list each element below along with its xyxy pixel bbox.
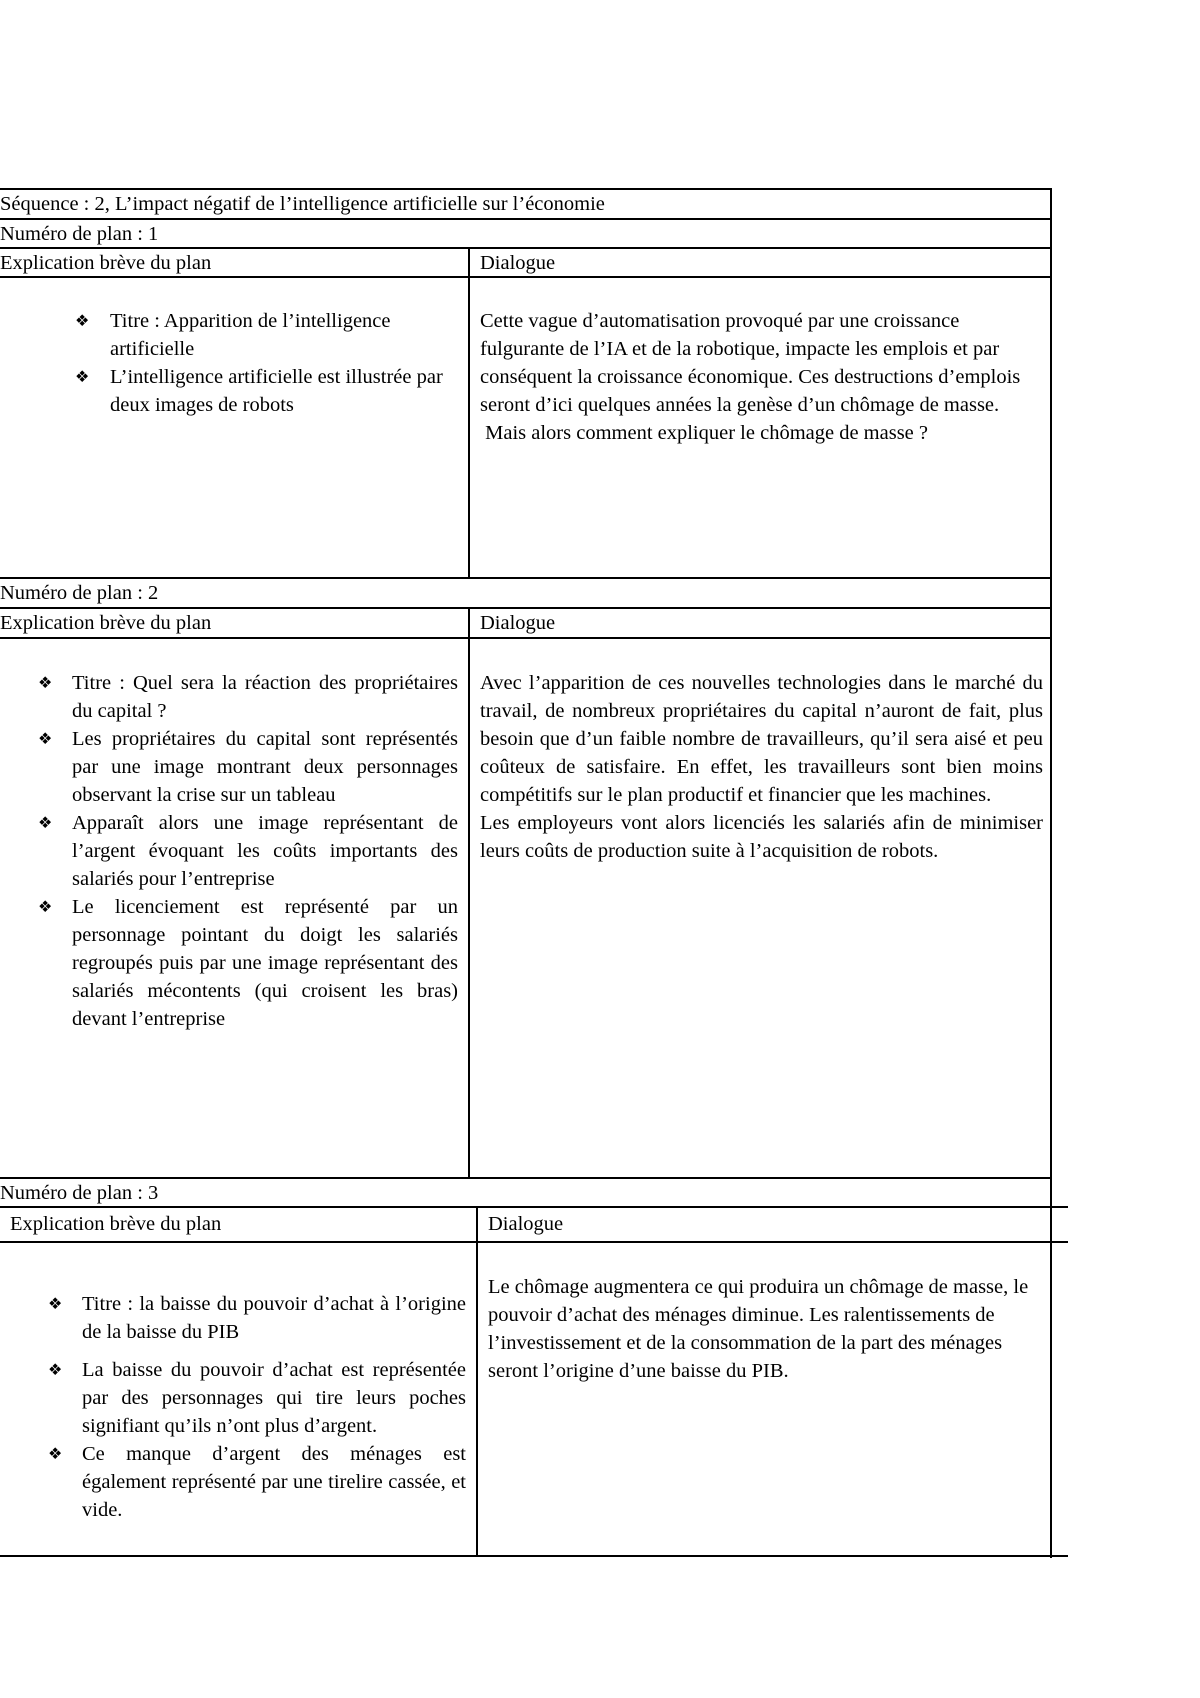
dialogue-paragraph: Avec l’apparition de ces nouvelles technologies dans le marché du travail, de nombreux propriétaires du capital n’auront de fait, plus besoin que d’un faible nombre de travailleurs, qu’il sera aisé et peu coûteux de satisfaire. En effet, les travailleurs sont bien moins compétitifs sur le plan productif et financier que les machines.: [480, 672, 1043, 806]
col-header-explication: Explication brève du plan: [0, 612, 212, 634]
list-item: [38, 669, 458, 725]
bullet-text: L’intelligence artificielle est illustrée par deux images de robots: [110, 366, 443, 416]
dialogue-paragraph: Le chômage augmentera ce qui produira un chômage de masse, le pouvoir d’achat des ménages diminue. Les ralentissements de l’investissement et de la consommation de la part des ménages seront l’origine d’une baisse du PIB.: [488, 1276, 1029, 1382]
table-border-right: [1050, 188, 1052, 1558]
col-header-dialogue: Dialogue: [480, 612, 556, 634]
col-header-dialogue: Dialogue: [488, 1213, 564, 1235]
rule: [0, 1206, 1068, 1208]
col-header-dialogue: Dialogue: [480, 252, 556, 274]
diamond-bullet-icon: ❖: [38, 673, 53, 692]
bullet-text: Les propriétaires du capital sont représentés par une image montrant deux personnages observant la crise sur un tableau: [72, 728, 458, 806]
bullet-text: Titre : Apparition de l’intelligence artificielle: [110, 310, 391, 360]
list-item: [48, 1356, 466, 1440]
plan-dialogue-cell: [480, 669, 1043, 865]
plan-number-label: Numéro de plan : 3: [0, 1182, 159, 1204]
list-item: [38, 893, 458, 1033]
list-item: [75, 363, 455, 419]
col-header-explication: Explication brève du plan: [10, 1213, 222, 1235]
list-item: [48, 1290, 466, 1346]
dialogue-paragraph: Cette vague d’automatisation provoqué par une croissance fulgurante de l’IA et de la robotique, impacte les emplois et par conséquent la croissance économique. Ces destructions d’emplois seront d’ici quelques années la genèse d’un chômage de masse.: [480, 310, 1021, 416]
rule: [0, 1241, 1068, 1243]
list-item: [38, 725, 458, 809]
bullet-text: Ce manque d’argent des ménages est également représenté par une tirelire cassée, et vide.: [82, 1443, 466, 1521]
plan-dialogue-cell: [488, 1273, 1040, 1385]
plan-number-label: Numéro de plan : 2: [0, 582, 159, 604]
diamond-bullet-icon: ❖: [38, 729, 53, 748]
col-header-explication: Explication brève du plan: [0, 252, 212, 274]
diamond-bullet-icon: ❖: [48, 1294, 63, 1313]
plan-explication-cell: [75, 307, 455, 419]
bullet-text: Apparaît alors une image représentant de l’argent évoquant les coûts importants des salariés pour l’entreprise: [72, 812, 458, 890]
diamond-bullet-icon: ❖: [75, 367, 90, 386]
dialogue-paragraph: Les employeurs vont alors licenciés les salariés afin de minimiser leurs coûts de production suite à l’acquisition de robots.: [480, 812, 1043, 862]
bullet-text: Titre : la baisse du pouvoir d’achat à l’origine de la baisse du PIB: [82, 1293, 466, 1343]
diamond-bullet-icon: ❖: [75, 311, 90, 330]
list-item: [38, 809, 458, 893]
rule-bottom: [0, 1555, 1068, 1557]
dialogue-paragraph: Mais alors comment expliquer le chômage de masse ?: [480, 422, 929, 444]
list-item: [48, 1440, 466, 1524]
col-divider: [476, 1206, 478, 1557]
diamond-bullet-icon: ❖: [48, 1360, 63, 1379]
diamond-bullet-icon: ❖: [38, 897, 53, 916]
plan-dialogue-cell: [480, 307, 1040, 447]
rule: [0, 637, 1052, 639]
sequence-title: Séquence : 2, L’impact négatif de l’intelligence artificielle sur l’économie: [0, 193, 605, 215]
plan-number-label: Numéro de plan : 1: [0, 223, 159, 245]
diamond-bullet-icon: ❖: [38, 813, 53, 832]
bullet-text: Titre : Quel sera la réaction des propriétaires du capital ?: [72, 672, 458, 722]
list-item: [75, 307, 455, 363]
plan-explication-cell: [38, 669, 458, 1033]
diamond-bullet-icon: ❖: [48, 1444, 63, 1463]
plan-explication-cell: [48, 1290, 466, 1524]
col-divider: [468, 247, 470, 579]
bullet-text: La baisse du pouvoir d’achat est représentée par des personnages qui tire leurs poches signifiant qu’ils n’ont plus d’argent.: [82, 1359, 466, 1437]
col-divider: [468, 607, 470, 1179]
bullet-text: Le licenciement est représenté par un personnage pointant du doigt les salariés regroupés puis par une image représentant des salariés mécontents (qui croisent les bras) devant l’entreprise: [72, 896, 458, 1030]
